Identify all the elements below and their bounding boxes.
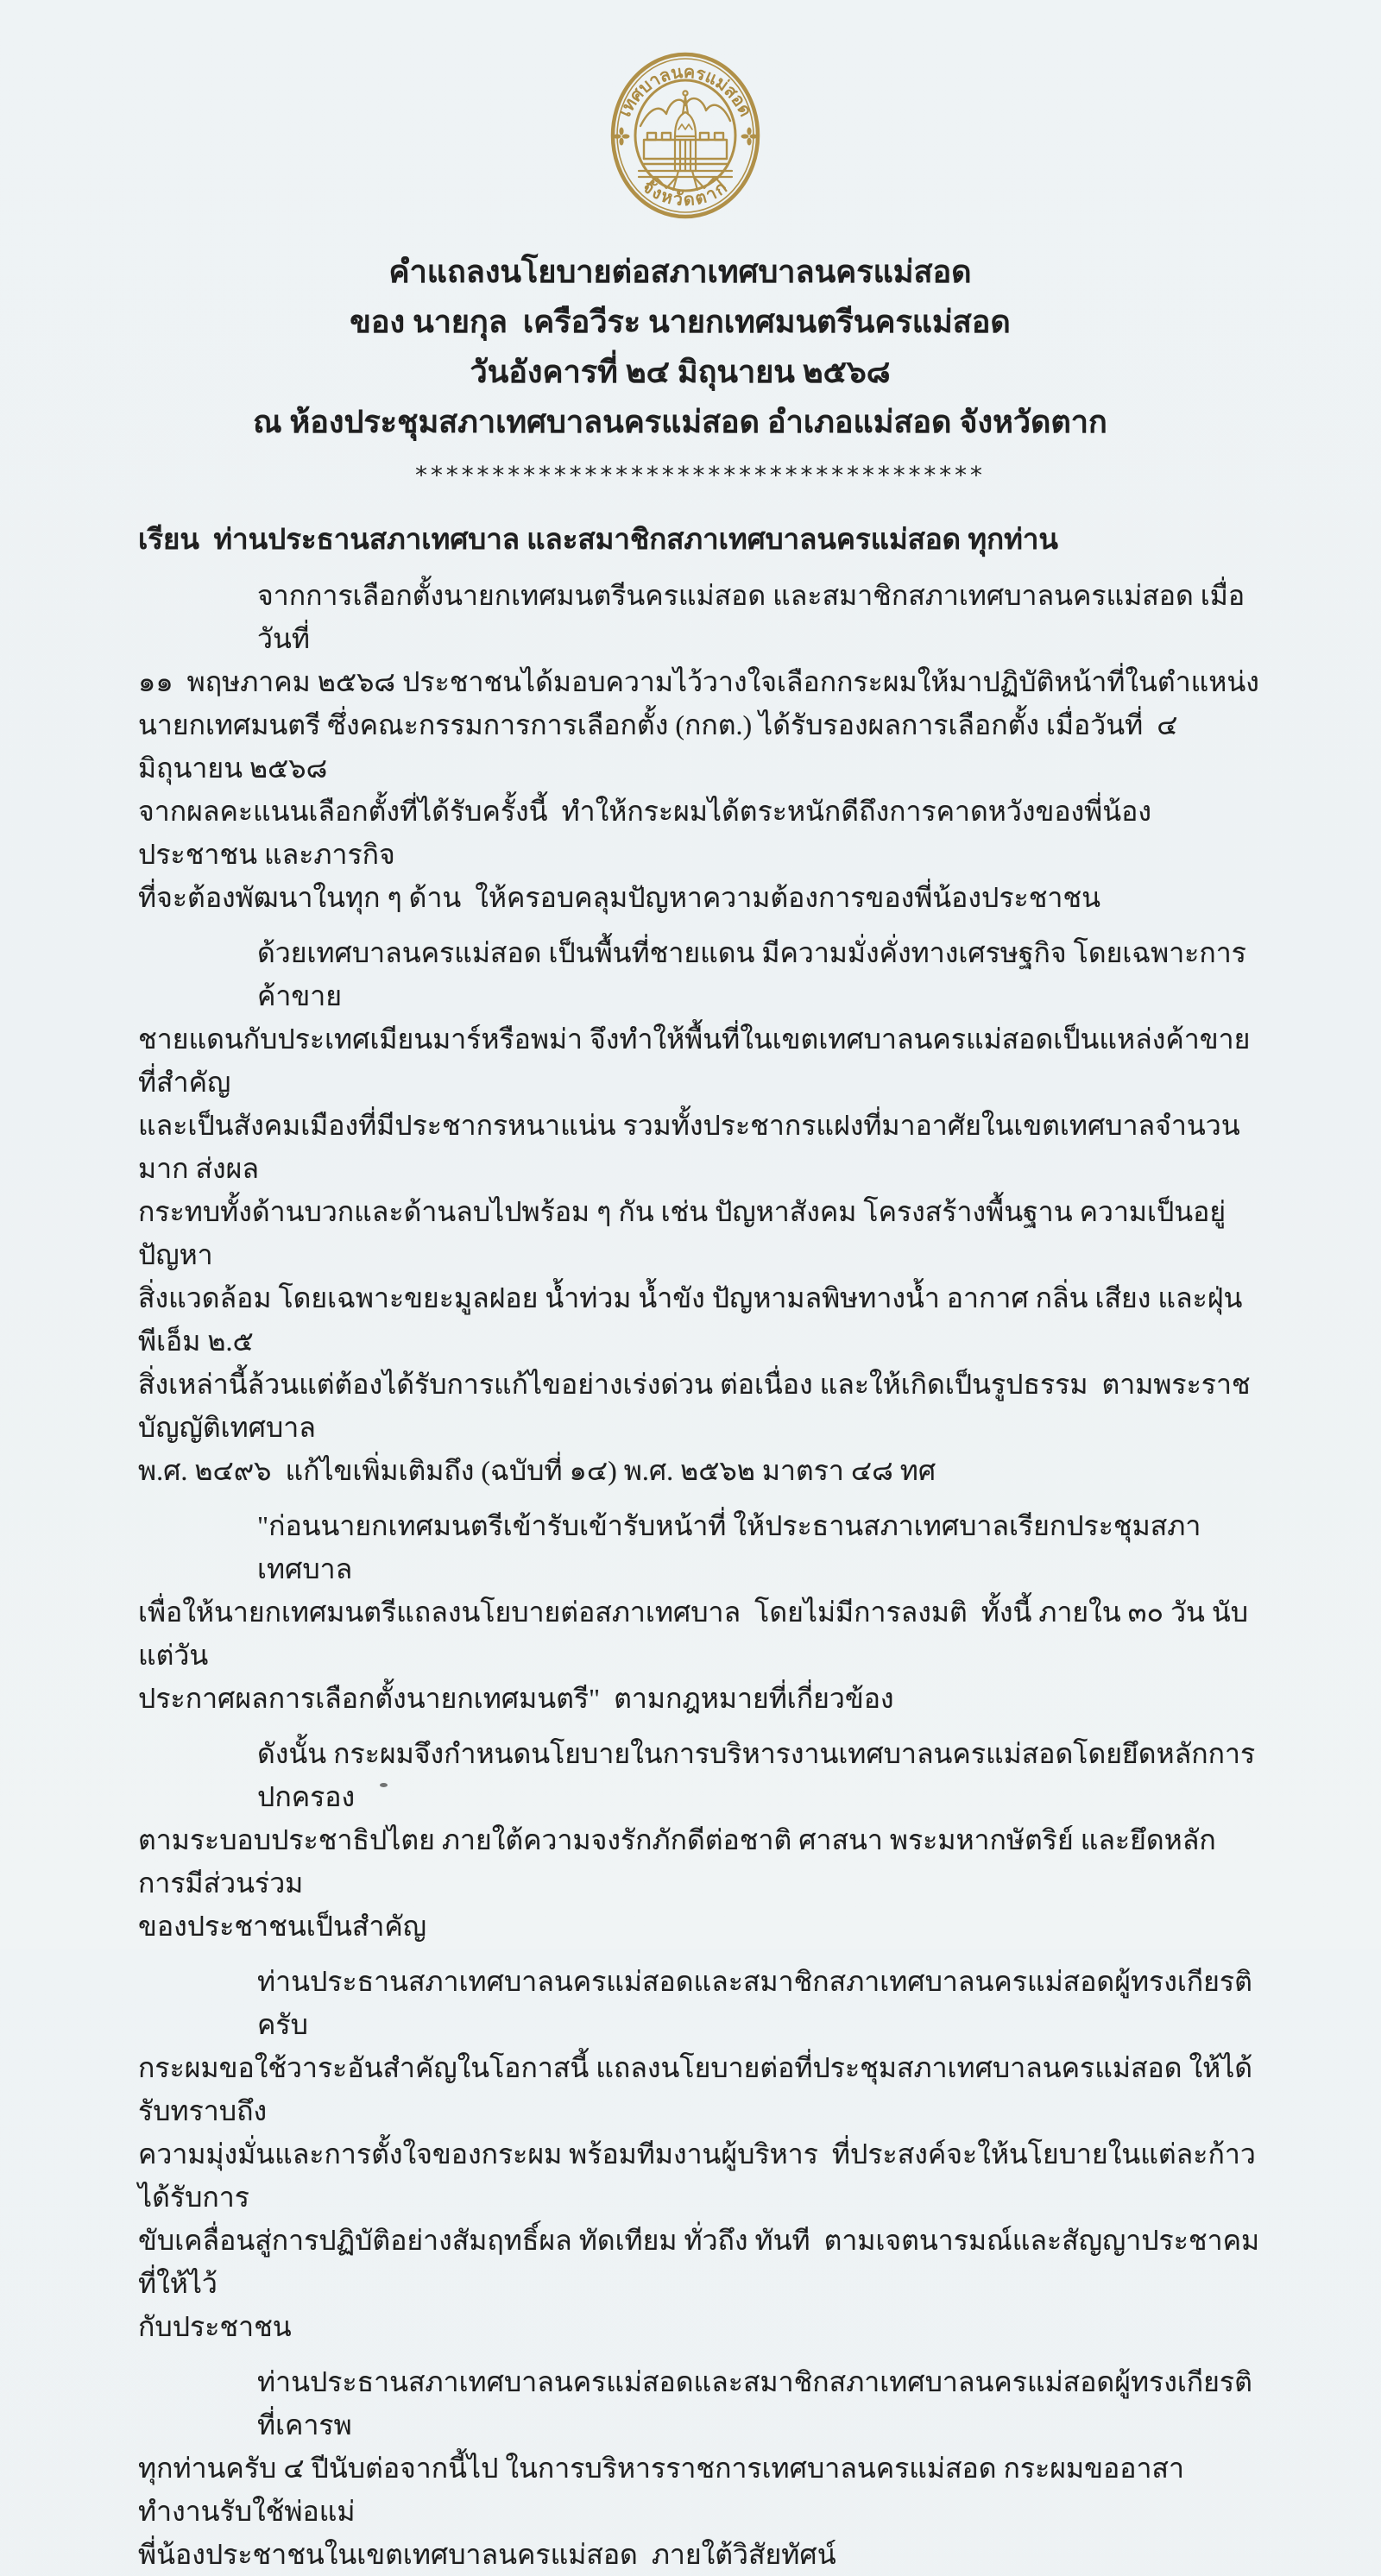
paragraph-2 [138, 931, 1260, 1492]
line: และเป็นสังคมเมืองที่มีประชากรหนาแน่น รวมทั้งประชากรแฝงที่มาอาศัยในเขตเทศบาลจำนวนมาก ส่งผล [138, 1110, 1240, 1184]
asterisk-divider: ************************************* [413, 461, 985, 489]
line: เพื่อให้นายกเทศมนตรีแถลงนโยบายต่อสภาเทศบาล โดยไม่มีการลงมติ ทั้งนี้ ภายใน ๓๐ วัน นับแต่วัน [138, 1597, 1249, 1671]
document-title-block [119, 247, 1241, 447]
line: ที่จะต้องพัฒนาในทุก ๆ ด้าน ให้ครอบคลุมปัญหาความต้องการของพี่น้องประชาชน [138, 882, 1100, 913]
title-line-2: ของ นายกุล เครือวีระ นายกเทศมนตรีนครแม่สอด [350, 305, 1011, 339]
line: นายกเทศมนตรี ซึ่งคณะกรรมการการเลือกตั้ง (กกต.) ได้รับรองผลการเลือกตั้ง เมื่อวันที่ ๔ มิถุนายน ๒๕๖๘ [138, 709, 1192, 784]
salutation: เรียน ท่านประธานสภาเทศบาล และสมาชิกสภาเทศบาลนครแม่สอด ทุกท่าน [138, 525, 1058, 556]
seal-bottom-arc-text: จังหวัดตาก [638, 177, 733, 211]
title-line-3: วันอังคารที่ ๒๔ มิถุนายน ๒๕๖๘ [470, 355, 891, 389]
paragraph-4 [138, 1732, 1260, 1948]
scan-artifact-dot [380, 1783, 388, 1787]
line: สิ่งเหล่านี้ล้วนแต่ต้องได้รับการแก้ไขอย่างเร่งด่วน ต่อเนื่อง และให้เกิดเป็นรูปธรรม ตามพระราชบัญญัติเทศบาล [138, 1369, 1251, 1443]
line: ท่านประธานสภาเทศบาลนครแม่สอดและสมาชิกสภาเทศบาลนครแม่สอดผู้ทรงเกียรติครับ [257, 1966, 1252, 2040]
paragraph-3 [138, 1504, 1260, 1720]
title-line-4: ณ ห้องประชุมสภาเทศบาลนครแม่สอด อำเภอแม่สอด จังหวัดตาก [253, 405, 1107, 439]
line: ของประชาชนเป็นสำคัญ [138, 1911, 426, 1942]
line: ๑๑ พฤษภาคม ๒๕๖๘ ประชาชนได้มอบความไว้วางใจเลือกกระผมให้มาปฏิบัติหน้าที่ในตำแหน่ง [138, 666, 1259, 697]
line: กระผมขอใช้วาระอันสำคัญในโอกาสนี้ แถลงนโยบายต่อที่ประชุมสภาเทศบาลนครแม่สอด ให้ได้รับทราบถึง [138, 2052, 1253, 2126]
line: จากการเลือกตั้งนายกเทศมนตรีนครแม่สอด และสมาชิกสภาเทศบาลนครแม่สอด เมื่อวันที่ [257, 580, 1245, 654]
title-line-1: คำแถลงนโยบายต่อสภาเทศบาลนครแม่สอด [388, 255, 972, 289]
line: ขับเคลื่อนสู่การปฏิบัติอย่างสัมฤทธิ์ผล ทัดเทียม ทั่วถึง ทันที ตามเจตนารมณ์และสัญญาประชาคมที่ให้ไว้ [138, 2225, 1260, 2299]
svg-text:จังหวัดตาก [639, 177, 732, 210]
line: ชายแดนกับประเทศเมียนมาร์หรือพม่า จึงทำให้พื้นที่ในเขตเทศบาลนครแม่สอดเป็นแหล่งค้าขายที่สำคัญ [138, 1023, 1251, 1098]
seal-floret-right-icon [741, 128, 758, 146]
paragraph-5 [138, 1960, 1270, 2348]
line: ประกาศผลการเลือกตั้งนายกเทศมนตรี" ตามกฎหมายที่เกี่ยวข้อง [138, 1683, 894, 1714]
document-body [138, 519, 1270, 2576]
line: ด้วยเทศบาลนครแม่สอด เป็นพื้นที่ชายแดน มีความมั่งคั่งทางเศรษฐกิจ โดยเฉพาะการค้าขาย [257, 937, 1246, 1011]
line: ดังนั้น กระผมจึงกำหนดนโยบายในการบริหารงานเทศบาลนครแม่สอดโดยยึดหลักการปกครอง [257, 1738, 1256, 1812]
line: สิ่งแวดล้อม โดยเฉพาะขยะมูลฝอย น้ำท่วม น้ำขัง ปัญหามลพิษทางน้ำ อากาศ กลิ่น เสียง และฝุ่นพีเอ็ม ๒.๕ [138, 1282, 1243, 1357]
line: ท่านประธานสภาเทศบาลนครแม่สอดและสมาชิกสภาเทศบาลนครแม่สอดผู้ทรงเกียรติที่เคารพ [257, 2366, 1252, 2441]
line: กระทบทั้งด้านบวกและด้านลบไปพร้อม ๆ กัน เช่น ปัญหาสังคม โครงสร้างพื้นฐาน ความเป็นอยู่ ปัญหา [138, 1196, 1233, 1270]
line: พี่น้องประชาชนในเขตเทศบาลนครแม่สอด ภายใต้วิสัยทัศน์ [138, 2539, 836, 2570]
line: ทุกท่านครับ ๔ ปีนับต่อจากนี้ไป ในการบริหารราชการเทศบาลนครแม่สอด กระผมขออาสาทำงานรับใช้พ่อแม่ [138, 2453, 1184, 2527]
paragraph-6 [138, 2360, 1260, 2576]
line: ตามระบอบประชาธิปไตย ภายใต้ความจงรักภักดีต่อชาติ ศาสนา พระมหากษัตริย์ และยึดหลักการมีส่วนร่วม [138, 1824, 1216, 1899]
line: จากผลคะแนนเลือกตั้งที่ได้รับครั้งนี้ ทำให้กระผมได้ตระหนักดีถึงการคาดหวังของพี่น้องประชาชน และภารกิจ [138, 796, 1151, 870]
line: "ก่อนนายกเทศมนตรีเข้ารับเข้ารับหน้าที่ ให้ประธานสภาเทศบาลเรียกประชุมสภาเทศบาล [257, 1510, 1201, 1584]
seal-top-arc-text: เทศบาลนครแม่สอด [615, 62, 755, 120]
seal-floret-left-icon [614, 128, 630, 146]
line: พ.ศ. ๒๔๙๖ แก้ไขเพิ่มเติมถึง (ฉบับที่ ๑๔) พ.ศ. ๒๕๖๒ มาตรา ๔๘ ทศ [138, 1455, 936, 1486]
municipal-seal [609, 50, 761, 221]
line: กับประชาชน [138, 2311, 292, 2342]
line: ความมุ่งมั่นและการตั้งใจของกระผม พร้อมทีมงานผู้บริหาร ที่ประสงค์จะให้นโยบายในแต่ละก้าว ได้รับการ [138, 2138, 1270, 2213]
municipal-seal-icon [609, 50, 761, 221]
paragraph-1 [138, 574, 1260, 919]
